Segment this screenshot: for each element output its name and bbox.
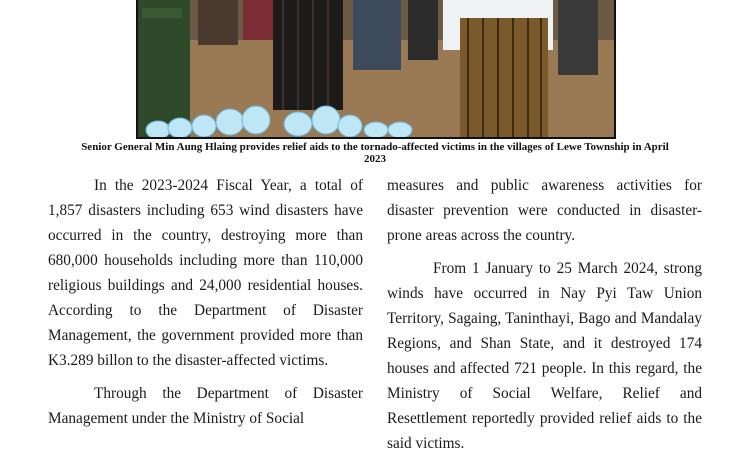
photo-caption: Senior General Min Aung Hlaing provides relief aids to the tornado-affected victims in the villages of Lewe Township in April 2023 <box>81 141 669 165</box>
article-left-column <box>48 173 363 439</box>
article-right-column <box>387 173 702 464</box>
paragraph: From 1 January to 25 March 2024, strong winds have occurred in Nay Pyi Taw Union Territory, Sagaing, Taninthayi, Bago and Mandalay Regions, and Shan State, and it destroyed 174 houses and affected 721 people. In this regard, the Ministry of Social Welfare, Relief and Resettlement reportedly provided relief aids to the said victims. <box>387 260 702 452</box>
relief-photo-illustration <box>138 0 616 139</box>
paragraph: In the 2023-2024 Fiscal Year, a total of 1,857 disasters including 653 wind disasters have occurred in the country, destroying more than 680,000 households including more than 110,000 religious buildings and 24,000 residential houses. According to the Department of Disaster Management, the government provided more than K3.289 billon to the disaster-affected victims. <box>48 177 363 369</box>
news-photo <box>136 0 616 139</box>
paragraph: Through the Department of Disaster Management under the Ministry of Social <box>48 385 363 427</box>
paragraph-continued: measures and public awareness activities for disaster prevention were conducted in disaster-prone areas across the country. <box>387 177 702 244</box>
